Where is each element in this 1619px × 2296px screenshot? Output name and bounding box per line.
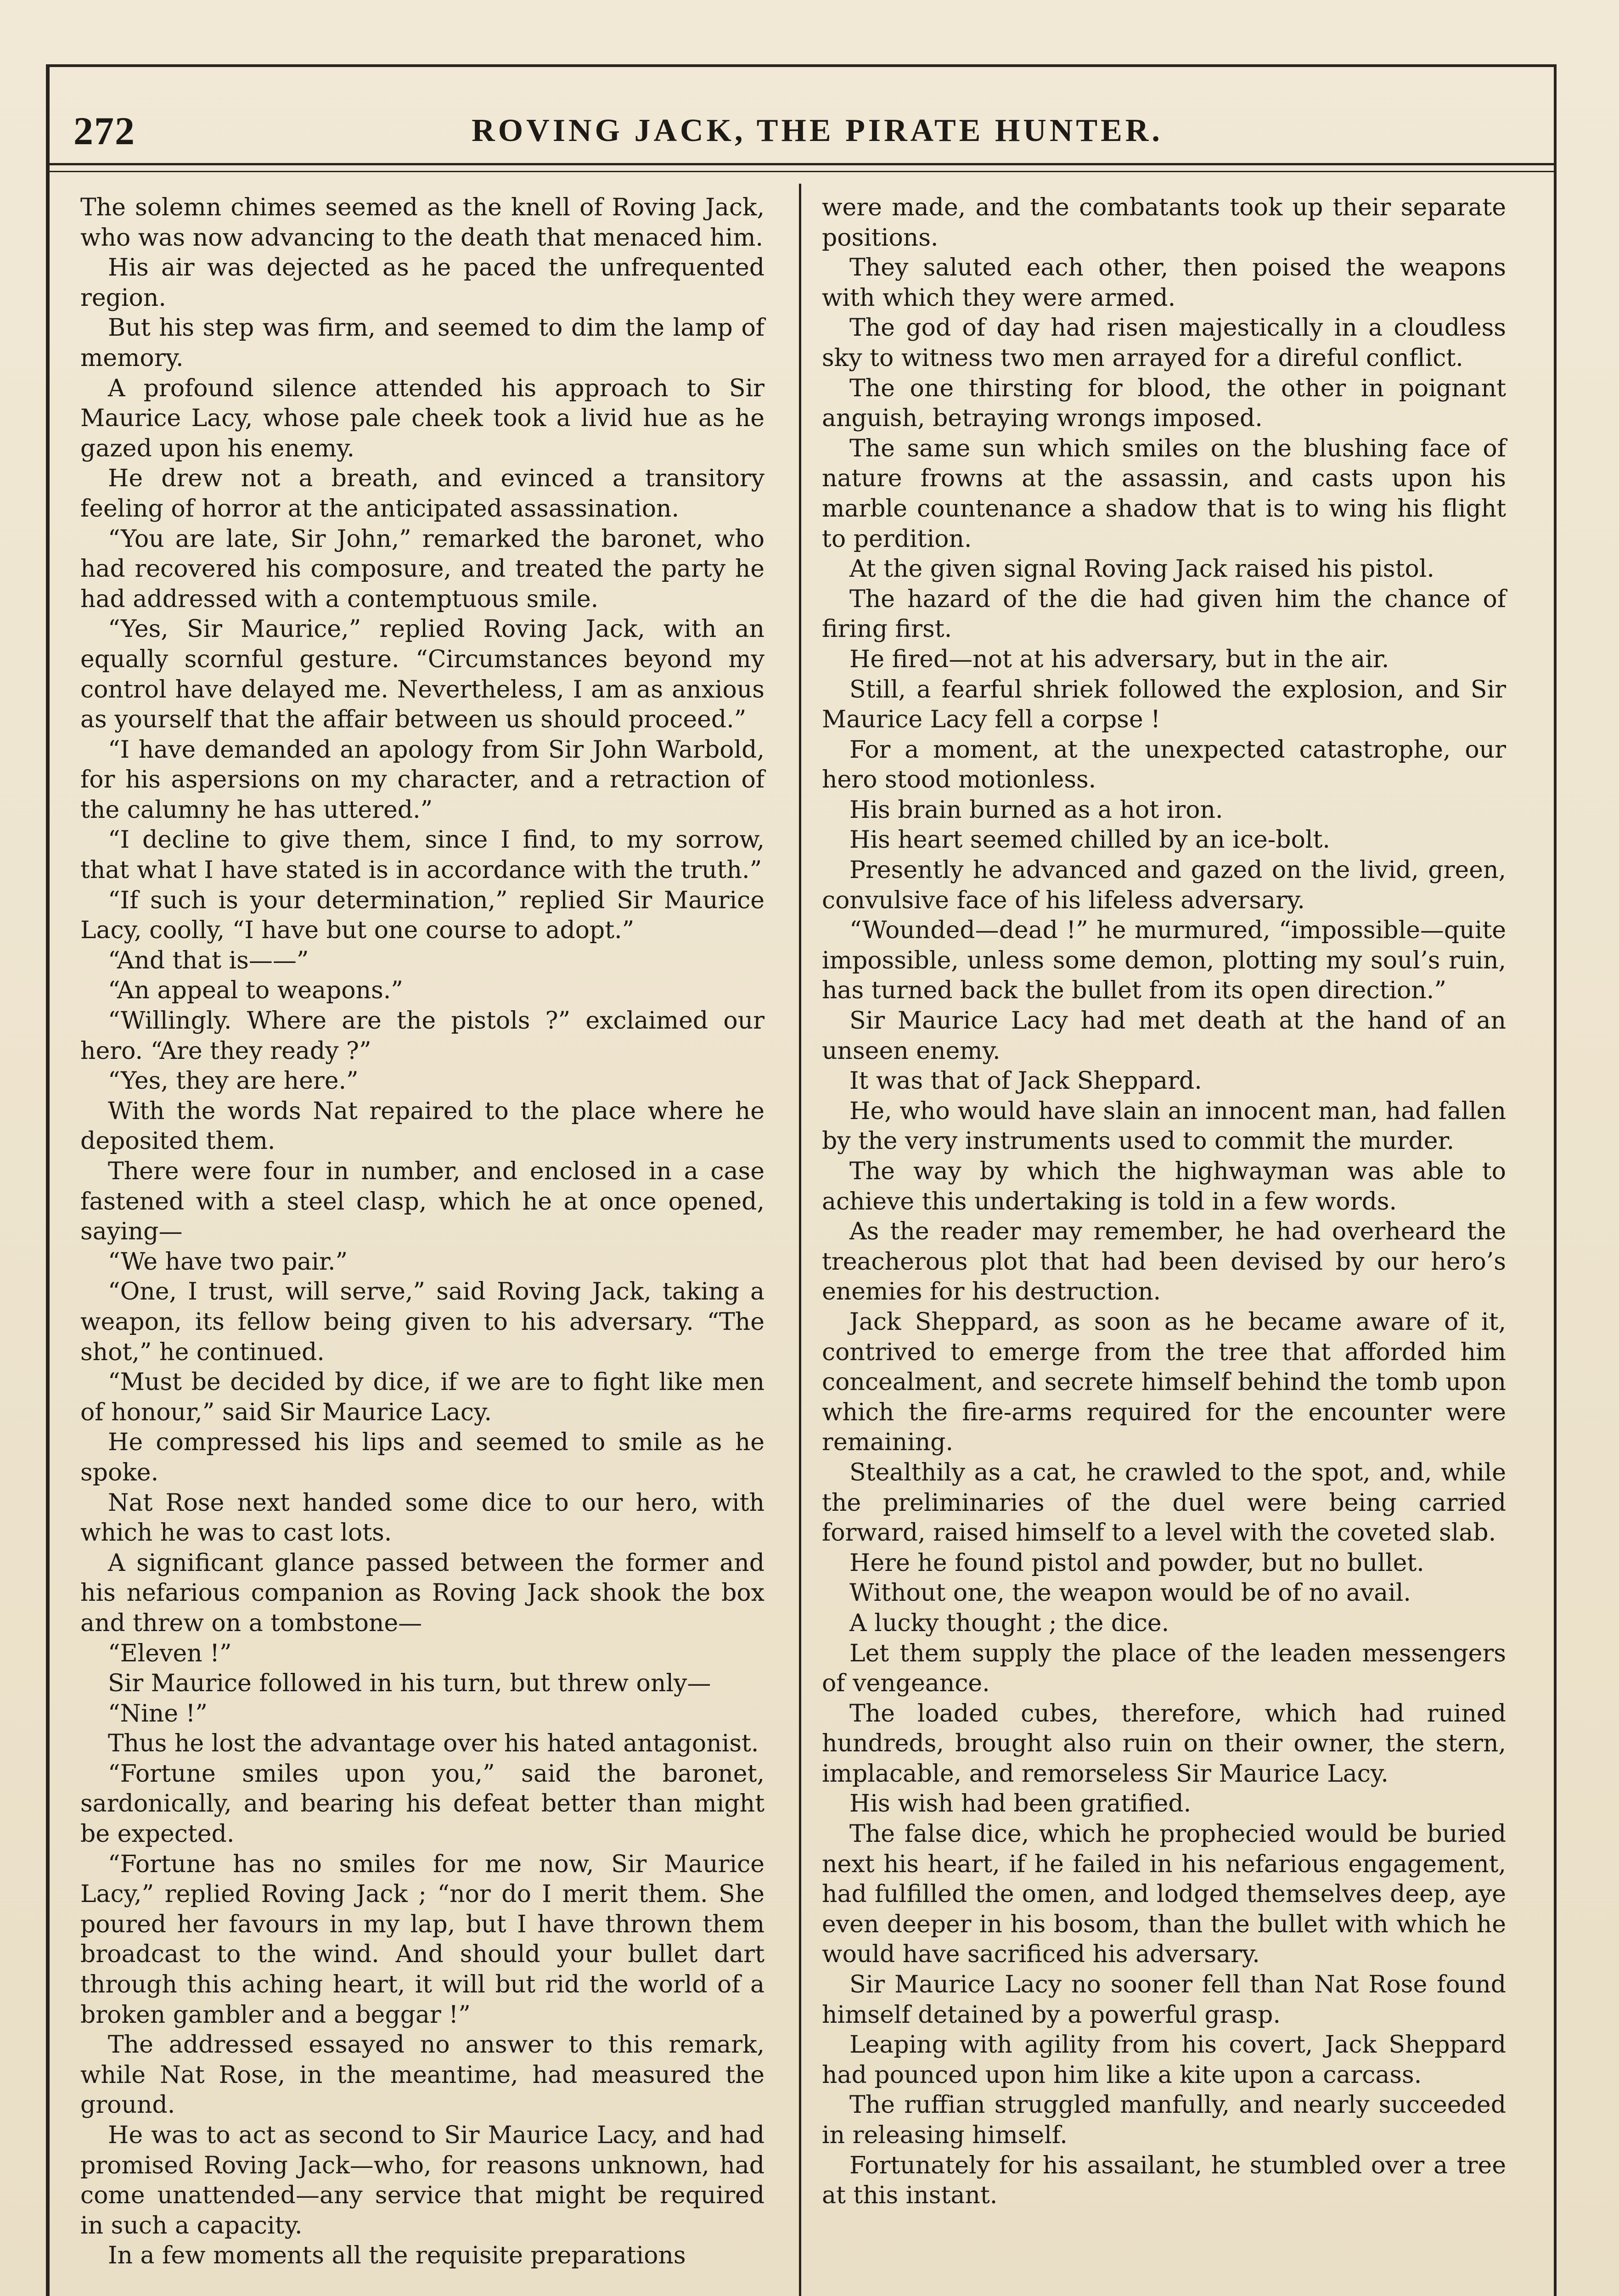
paragraph: But his step was firm, and seemed to dim the lamp of memory. [80,314,765,372]
paragraph: The solemn chimes seemed as the knell of Roving Jack, who was now advancing to the death that menaced him. [80,194,765,252]
paragraph: “One, I trust, will serve,” said Roving Jack, taking a weapon, its fellow being given to his adversary. “The shot,” he continued. [80,1278,765,1366]
page-frame-right [1554,64,1557,2296]
header-rule-thin [50,171,1554,172]
paragraph: With the words Nat repaired to the place where he deposited them. [80,1097,765,1155]
paragraph: “An appeal to weapons.” [108,977,403,1005]
paragraph: He, who would have slain an innocent man, had fallen by the very instruments used to commit the murder. [822,1097,1506,1155]
page-frame-top [46,64,1557,67]
paragraph: A lucky thought ; the dice. [849,1609,1169,1637]
paragraph: The false dice, which he prophecied would be buried next his heart, if he failed in his nefarious engagement, had fulfilled the omen, and lodged themselves deep, aye even deeper in his bosom, than the bullet with which he would have sacrificed his adversary. [822,1820,1506,1969]
running-title: ROVING JACK, THE PIRATE HUNTER. [472,113,1163,148]
paragraph: “I decline to give them, since I find, to my sorrow, that what I have stated is in accordance with the truth.” [80,826,765,884]
paragraph: His heart seemed chilled by an ice-bolt. [849,826,1330,854]
paragraph: “Willingly. Where are the pistols ?” exclaimed our hero. “Are they ready ?” [80,1007,765,1065]
paragraph: Presently he advanced and gazed on the livid, green, convulsive face of his lifeless adversary. [822,856,1506,914]
paragraph: His air was dejected as he paced the unfrequented region. [80,254,765,312]
paragraph: He was to act as second to Sir Maurice Lacy, and had promised Roving Jack—who, for reasons unknown, had come unattended—any service that might be required in such a capacity. [80,2122,765,2240]
paragraph: “Fortune smiles upon you,” said the baronet, sardonically, and bearing his defeat better than might be expected. [80,1760,765,1848]
paragraph: The ruffian struggled manfully, and nearly succeeded in releasing himself. [822,2091,1506,2149]
page-number: 272 [73,109,135,153]
paragraph: “Fortune has no smiles for me now, Sir Maurice Lacy,” replied Roving Jack ; “nor do I merit them. She poured her favours in my lap, but I have thrown them broadcast to the wind. And should your bullet dart through this aching heart, it will but rid the world of a broken gambler and a beggar !” [80,1850,765,2029]
paragraph: “Yes, they are here.” [108,1067,359,1095]
paragraph: The same sun which smiles on the blushing face of nature frowns at the assassin, and casts upon his marble countenance a shadow that is to wing his flight to perdition. [822,434,1506,553]
paragraph: Jack Sheppard, as soon as he became aware of it, contrived to emerge from the tree that afforded him concealment, and secrete himself behind the tomb upon which the fire-arms required for the encounter were remaining. [822,1308,1506,1457]
paragraph: For a moment, at the unexpected catastrophe, our hero stood motionless. [822,736,1506,794]
paragraph: were made, and the combatants took up their separate positions. [822,194,1506,252]
left-column [80,193,765,2271]
paragraph: There were four in number, and enclosed in a case fastened with a steel clasp, which he at once opened, saying— [80,1158,765,1246]
paragraph: Fortunately for his assailant, he stumbled over a tree at this instant. [822,2151,1506,2210]
paragraph: Leaping with agility from his covert, Jack Sheppard had pounced upon him like a kite upon a carcass. [822,2031,1506,2089]
paragraph: “We have two pair.” [108,1248,348,1276]
paragraph: The one thirsting for blood, the other in poignant anguish, betraying wrongs imposed. [822,374,1506,433]
paragraph: His brain burned as a hot iron. [849,796,1223,824]
paragraph: They saluted each other, then poised the weapons with which they were armed. [822,254,1506,312]
paragraph: At the given signal Roving Jack raised his pistol. [849,555,1434,583]
paragraph: He drew not a breath, and evinced a transitory feeling of horror at the anticipated assassination. [80,465,765,523]
column-divider [799,184,801,2296]
header-rule [50,163,1554,165]
paragraph: Sir Maurice Lacy had met death at the hand of an unseen enemy. [822,1007,1506,1065]
paragraph: A significant glance passed between the former and his nefarious companion as Roving Jack shook the box and threw on a tombstone— [80,1549,765,1637]
paragraph: “Nine !” [108,1699,208,1728]
paragraph: A profound silence attended his approach to Sir Maurice Lacy, whose pale cheek took a livid hue as he gazed upon his enemy. [80,374,765,462]
paragraph: Still, a fearful shriek followed the explosion, and Sir Maurice Lacy fell a corpse ! [822,675,1506,734]
paragraph: In a few moments all the requisite preparations [108,2242,686,2270]
paragraph: Sir Maurice Lacy no sooner fell than Nat Rose found himself detained by a powerful grasp. [822,1971,1506,2029]
paragraph: The way by which the highwayman was able to achieve this undertaking is told in a few words. [822,1158,1506,1216]
paragraph: “Yes, Sir Maurice,” replied Roving Jack, with an equally scornful gesture. “Circumstances beyond my control have delayed me. Nevertheless, I am as anxious as yourself that the affair between us should proceed.” [80,615,765,734]
paragraph: As the reader may remember, he had overheard the treacherous plot that had been devised by our hero’s enemies for his destruction. [822,1218,1506,1306]
paragraph: Without one, the weapon would be of no avail. [849,1579,1411,1607]
paragraph: His wish had been gratified. [849,1790,1192,1818]
paragraph: Stealthily as a cat, he crawled to the spot, and, while the preliminaries of the duel were being carried forward, raised himself to a level with the coveted slab. [822,1458,1506,1547]
paragraph: “I have demanded an apology from Sir John Warbold, for his aspersions on my character, and a retraction of the calumny he has uttered.” [80,736,765,824]
right-column [822,193,1506,2211]
page-header [73,106,1552,156]
page-frame-left [46,64,50,2296]
paragraph: He compressed his lips and seemed to smile as he spoke. [80,1429,765,1486]
paragraph: Nat Rose next handed some dice to our hero, with which he was to cast lots. [80,1489,765,1547]
paragraph: The hazard of the die had given him the chance of firing first. [822,585,1506,643]
paragraph: The addressed essayed no answer to this remark, while Nat Rose, in the meantime, had measured the ground. [80,2031,765,2119]
paragraph: “Wounded—dead !” he murmured, “impossible—quite impossible, unless some demon, plotting my soul’s ruin, has turned back the bullet from its open direction.” [822,917,1506,1005]
paragraph: “Must be decided by dice, if we are to fight like men of honour,” said Sir Maurice Lacy. [80,1368,765,1426]
paragraph: Let them supply the place of the leaden messengers of vengeance. [822,1639,1506,1698]
paragraph: “And that is——” [108,946,309,974]
paragraph: The loaded cubes, therefore, which had ruined hundreds, brought also ruin on their owner, the stern, implacable, and remorseless Sir Maurice Lacy. [822,1699,1506,1788]
paragraph: “If such is your determination,” replied Sir Maurice Lacy, coolly, “I have but one course to adopt.” [80,886,765,945]
paragraph: Sir Maurice followed in his turn, but threw only— [108,1670,711,1698]
paragraph: He fired—not at his adversary, but in the air. [849,645,1389,673]
paragraph: Thus he lost the advantage over his hated antagonist. [108,1730,759,1758]
paragraph: Here he found pistol and powder, but no bullet. [849,1549,1424,1577]
paragraph: “You are late, Sir John,” remarked the baronet, who had recovered his composure, and treated the party he had addressed with a contemptuous smile. [80,525,765,613]
paragraph: “Eleven !” [108,1639,232,1667]
paragraph: It was that of Jack Sheppard. [849,1067,1202,1095]
paragraph: The god of day had risen majestically in a cloudless sky to witness two men arrayed for a direful conflict. [822,314,1506,372]
